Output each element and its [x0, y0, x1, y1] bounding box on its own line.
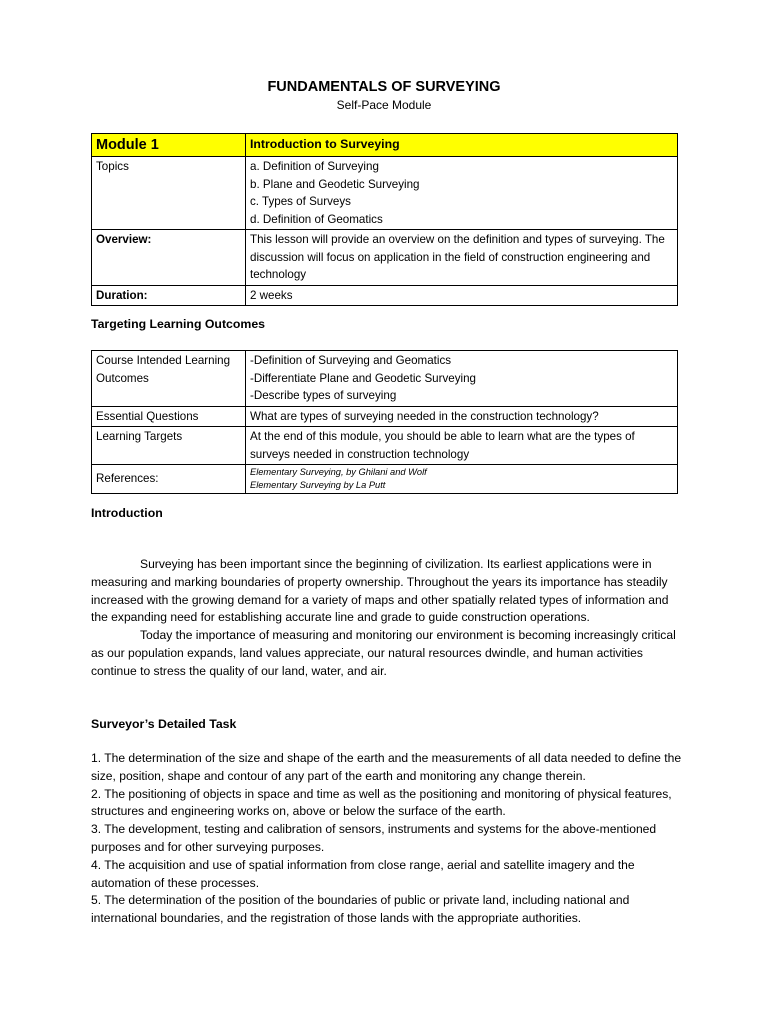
task-item: 1. The determination of the size and shape of the earth and the measurements of all data needed to define the size, position, shape and contour of any part of the earth and monitoring any change therein.	[91, 751, 682, 783]
topic-item: d. Definition of Geomatics	[250, 212, 383, 226]
references-row	[92, 465, 678, 494]
tasks-list	[91, 750, 687, 928]
topic-item: a. Definition of Surveying	[250, 160, 379, 173]
module-title: Introduction to Surveying	[246, 134, 678, 157]
duration-row	[92, 285, 678, 306]
reference-item: Elementary Surveying by La Putt	[250, 480, 386, 490]
outcomes-table	[91, 350, 678, 494]
essential-questions-row	[92, 406, 678, 427]
introduction-paragraph: Surveying has been important since the beginning of civilization. Its earliest applications were in measuring and marking boundaries of property ownership. Throughout the years its importance has steadily increased with the growing demand for a variety of maps and other spatially related types of information and the expanding need for establishing accurate line and grade to guide construction operations.	[91, 557, 669, 625]
task-item: 4. The acquisition and use of spatial information from close range, aerial and satellite imagery and the automation of these processes.	[91, 857, 635, 890]
document-title: FUNDAMENTALS OF SURVEYING	[267, 79, 501, 95]
topic-item: c. Types of Surveys	[250, 195, 351, 208]
overview-text: This lesson will provide an overview on the definition and types of surveying. The discussion will focus on application in the field of construction engineering and technology	[246, 230, 678, 286]
learning-targets-row	[92, 427, 678, 465]
cilo-row	[92, 351, 678, 407]
cilo-label: Course Intended Learning Outcomes	[92, 351, 246, 407]
duration-value: 2 weeks	[246, 285, 678, 306]
cilo-item: -Describe types of surveying	[250, 389, 397, 402]
introduction-body	[91, 556, 681, 681]
cilo-list	[246, 351, 678, 407]
outcomes-heading: Targeting Learning Outcomes	[91, 317, 265, 331]
duration-label: Duration:	[92, 285, 246, 306]
introduction-heading: Introduction	[91, 506, 163, 520]
document-subtitle: Self-Pace Module	[336, 98, 432, 112]
module-table	[91, 133, 678, 306]
learning-targets-text: At the end of this module, you should be able to learn what are the types of surveys needed in construction technology	[246, 427, 678, 465]
essential-questions-text: What are types of surveying needed in the construction technology?	[246, 406, 678, 427]
cilo-item: -Differentiate Plane and Geodetic Surveying	[250, 371, 476, 385]
task-item: 5. The determination of the position of the boundaries of public or private land, including national and international boundaries, and the registration of those lands with the appropriate authorities.	[91, 893, 630, 926]
topics-label: Topics	[92, 157, 246, 230]
topic-item: b. Plane and Geodetic Surveying	[250, 177, 420, 191]
module-header-row	[92, 134, 678, 157]
references-list	[246, 465, 678, 494]
topics-row	[92, 157, 678, 230]
overview-label: Overview:	[92, 230, 246, 286]
task-item: 2. The positioning of objects in space and time as well as the positioning and monitoring of physical features, structures and engineering works on, above or below the surface of the earth.	[91, 786, 672, 819]
references-label: References:	[92, 465, 246, 494]
learning-targets-label: Learning Targets	[92, 427, 246, 465]
topics-list	[246, 157, 678, 230]
tasks-heading: Surveyor’s Detailed Task	[91, 717, 237, 731]
module-label: Module 1	[92, 134, 246, 157]
introduction-paragraph: Today the importance of measuring and monitoring our environment is becoming increasingly critical as our population expands, land values appreciate, our natural resources dwindle, and human activities continue to stress the quality of our land, water, and air.	[91, 628, 676, 678]
essential-questions-label: Essential Questions	[92, 406, 246, 427]
reference-item: Elementary Surveying, by Ghilani and Wolf	[250, 467, 427, 477]
task-item: 3. The development, testing and calibration of sensors, instruments and systems for the above-mentioned purposes and for other surveying purposes.	[91, 822, 657, 854]
cilo-item: -Definition of Surveying and Geomatics	[250, 354, 452, 367]
overview-row	[92, 230, 678, 286]
